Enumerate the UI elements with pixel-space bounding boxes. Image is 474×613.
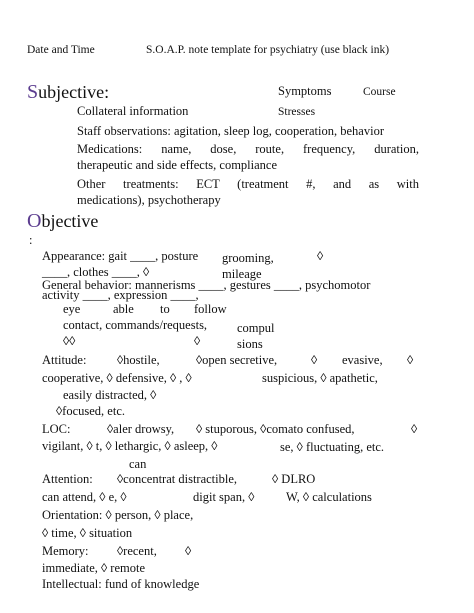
- attitude-hostile: ◊hostile,: [117, 353, 160, 367]
- subjective-heading-initial: S: [27, 81, 39, 103]
- appearance-line-1: Appearance: gait ____, posture: [42, 249, 199, 263]
- easily-distracted: easily distracted, ◊: [63, 388, 157, 402]
- memory-recent: ◊recent,: [117, 544, 157, 558]
- grooming-text: grooming,: [222, 251, 274, 265]
- diamond-d: ◊: [407, 353, 414, 367]
- collateral-info: Collateral information: [77, 104, 189, 118]
- attitude-open-secretive: ◊open secretive,: [196, 353, 278, 367]
- diamond-e: ◊: [411, 422, 418, 436]
- orientation-line-1: Orientation: ◊ person, ◊ place,: [42, 508, 194, 522]
- attention-concentrat: ◊concentrat distractible,: [117, 472, 238, 486]
- memory-label: Memory:: [42, 544, 89, 558]
- date-time-label: Date and Time: [27, 44, 95, 56]
- loc-stuporous: ◊ stuporous, ◊comato confused,: [196, 422, 355, 436]
- attitude-line-2: cooperative, ◊ defensive, ◊ , ◊: [42, 371, 192, 385]
- attention-digit-span: digit span, ◊: [193, 490, 255, 504]
- template-title: S.O.A.P. note template for psychiatry (use black ink): [146, 44, 390, 56]
- symptoms-label: Symptoms: [278, 84, 332, 98]
- orientation-line-2: ◊ time, ◊ situation: [42, 526, 133, 540]
- attention-line-2: can attend, ◊ e, ◊: [42, 490, 127, 504]
- diamond-f: ◊: [185, 544, 192, 558]
- attention-label: Attention:: [42, 472, 93, 486]
- loc-fluctuating: se, ◊ fluctuating, etc.: [280, 440, 385, 454]
- able-text: able: [113, 302, 134, 316]
- other-treatments-line-1: Other treatments: ECT (treatment #, and as with: [77, 177, 419, 191]
- objective-heading-initial: O: [27, 210, 42, 232]
- appearance-line-2: ____, clothes ____, ◊: [42, 265, 150, 279]
- general-behavior-line-1: General behavior: mannerisms ____, gestures ____, psychomotor: [42, 278, 371, 292]
- sions-text: sions: [237, 337, 263, 351]
- objective-heading: [27, 211, 98, 231]
- mileage-text: mileage: [222, 267, 262, 281]
- medications-line-2: therapeutic and side effects, compliance: [77, 158, 278, 172]
- diamonds-pair: ◊◊: [63, 334, 76, 348]
- general-behavior-activity: activity ____, expression ____,: [42, 288, 199, 302]
- diamond-b: ◊: [194, 334, 201, 348]
- subjective-heading: [27, 82, 109, 102]
- course-label: Course: [363, 86, 396, 98]
- objective-colon: :: [29, 233, 33, 247]
- follow-text: follow: [194, 302, 227, 316]
- contact-text: contact, commands/requests,: [63, 318, 208, 332]
- attitude-evasive: evasive,: [342, 353, 383, 367]
- subjective-heading-colon: :: [104, 82, 110, 102]
- attitude-label: Attitude:: [42, 353, 87, 367]
- compul-text: compul: [237, 321, 275, 335]
- attitude-suspicious: suspicious, ◊ apathetic,: [262, 371, 378, 385]
- can-text: can: [129, 457, 147, 471]
- attention-dlro: ◊ DLRO: [272, 472, 316, 486]
- other-treatments-line-2: medications), psychotherapy: [77, 193, 221, 207]
- loc-label: LOC:: [42, 422, 71, 436]
- eye-text: eye: [63, 302, 81, 316]
- focused-text: ◊focused, etc.: [56, 404, 125, 418]
- medications-line-1: Medications: name, dose, route, frequency, duration,: [77, 142, 419, 156]
- stresses-label: Stresses: [278, 106, 316, 118]
- loc-alert: ◊aler drowsy,: [107, 422, 175, 436]
- diamond-c: ◊: [311, 353, 318, 367]
- memory-immediate: immediate, ◊ remote: [42, 561, 146, 575]
- loc-line-2: vigilant, ◊ t, ◊ lethargic, ◊ asleep, ◊: [42, 439, 218, 453]
- objective-heading-rest: bjective: [41, 211, 99, 231]
- attention-calculations: W, ◊ calculations: [286, 490, 372, 504]
- diamond-a: ◊: [317, 249, 324, 263]
- intellectual-line: Intellectual: fund of knowledge: [42, 577, 200, 591]
- subjective-heading-rest: ubjective: [38, 82, 105, 102]
- staff-observations: Staff observations: agitation, sleep log, cooperation, behavior: [77, 124, 384, 138]
- to-text: to: [160, 302, 170, 316]
